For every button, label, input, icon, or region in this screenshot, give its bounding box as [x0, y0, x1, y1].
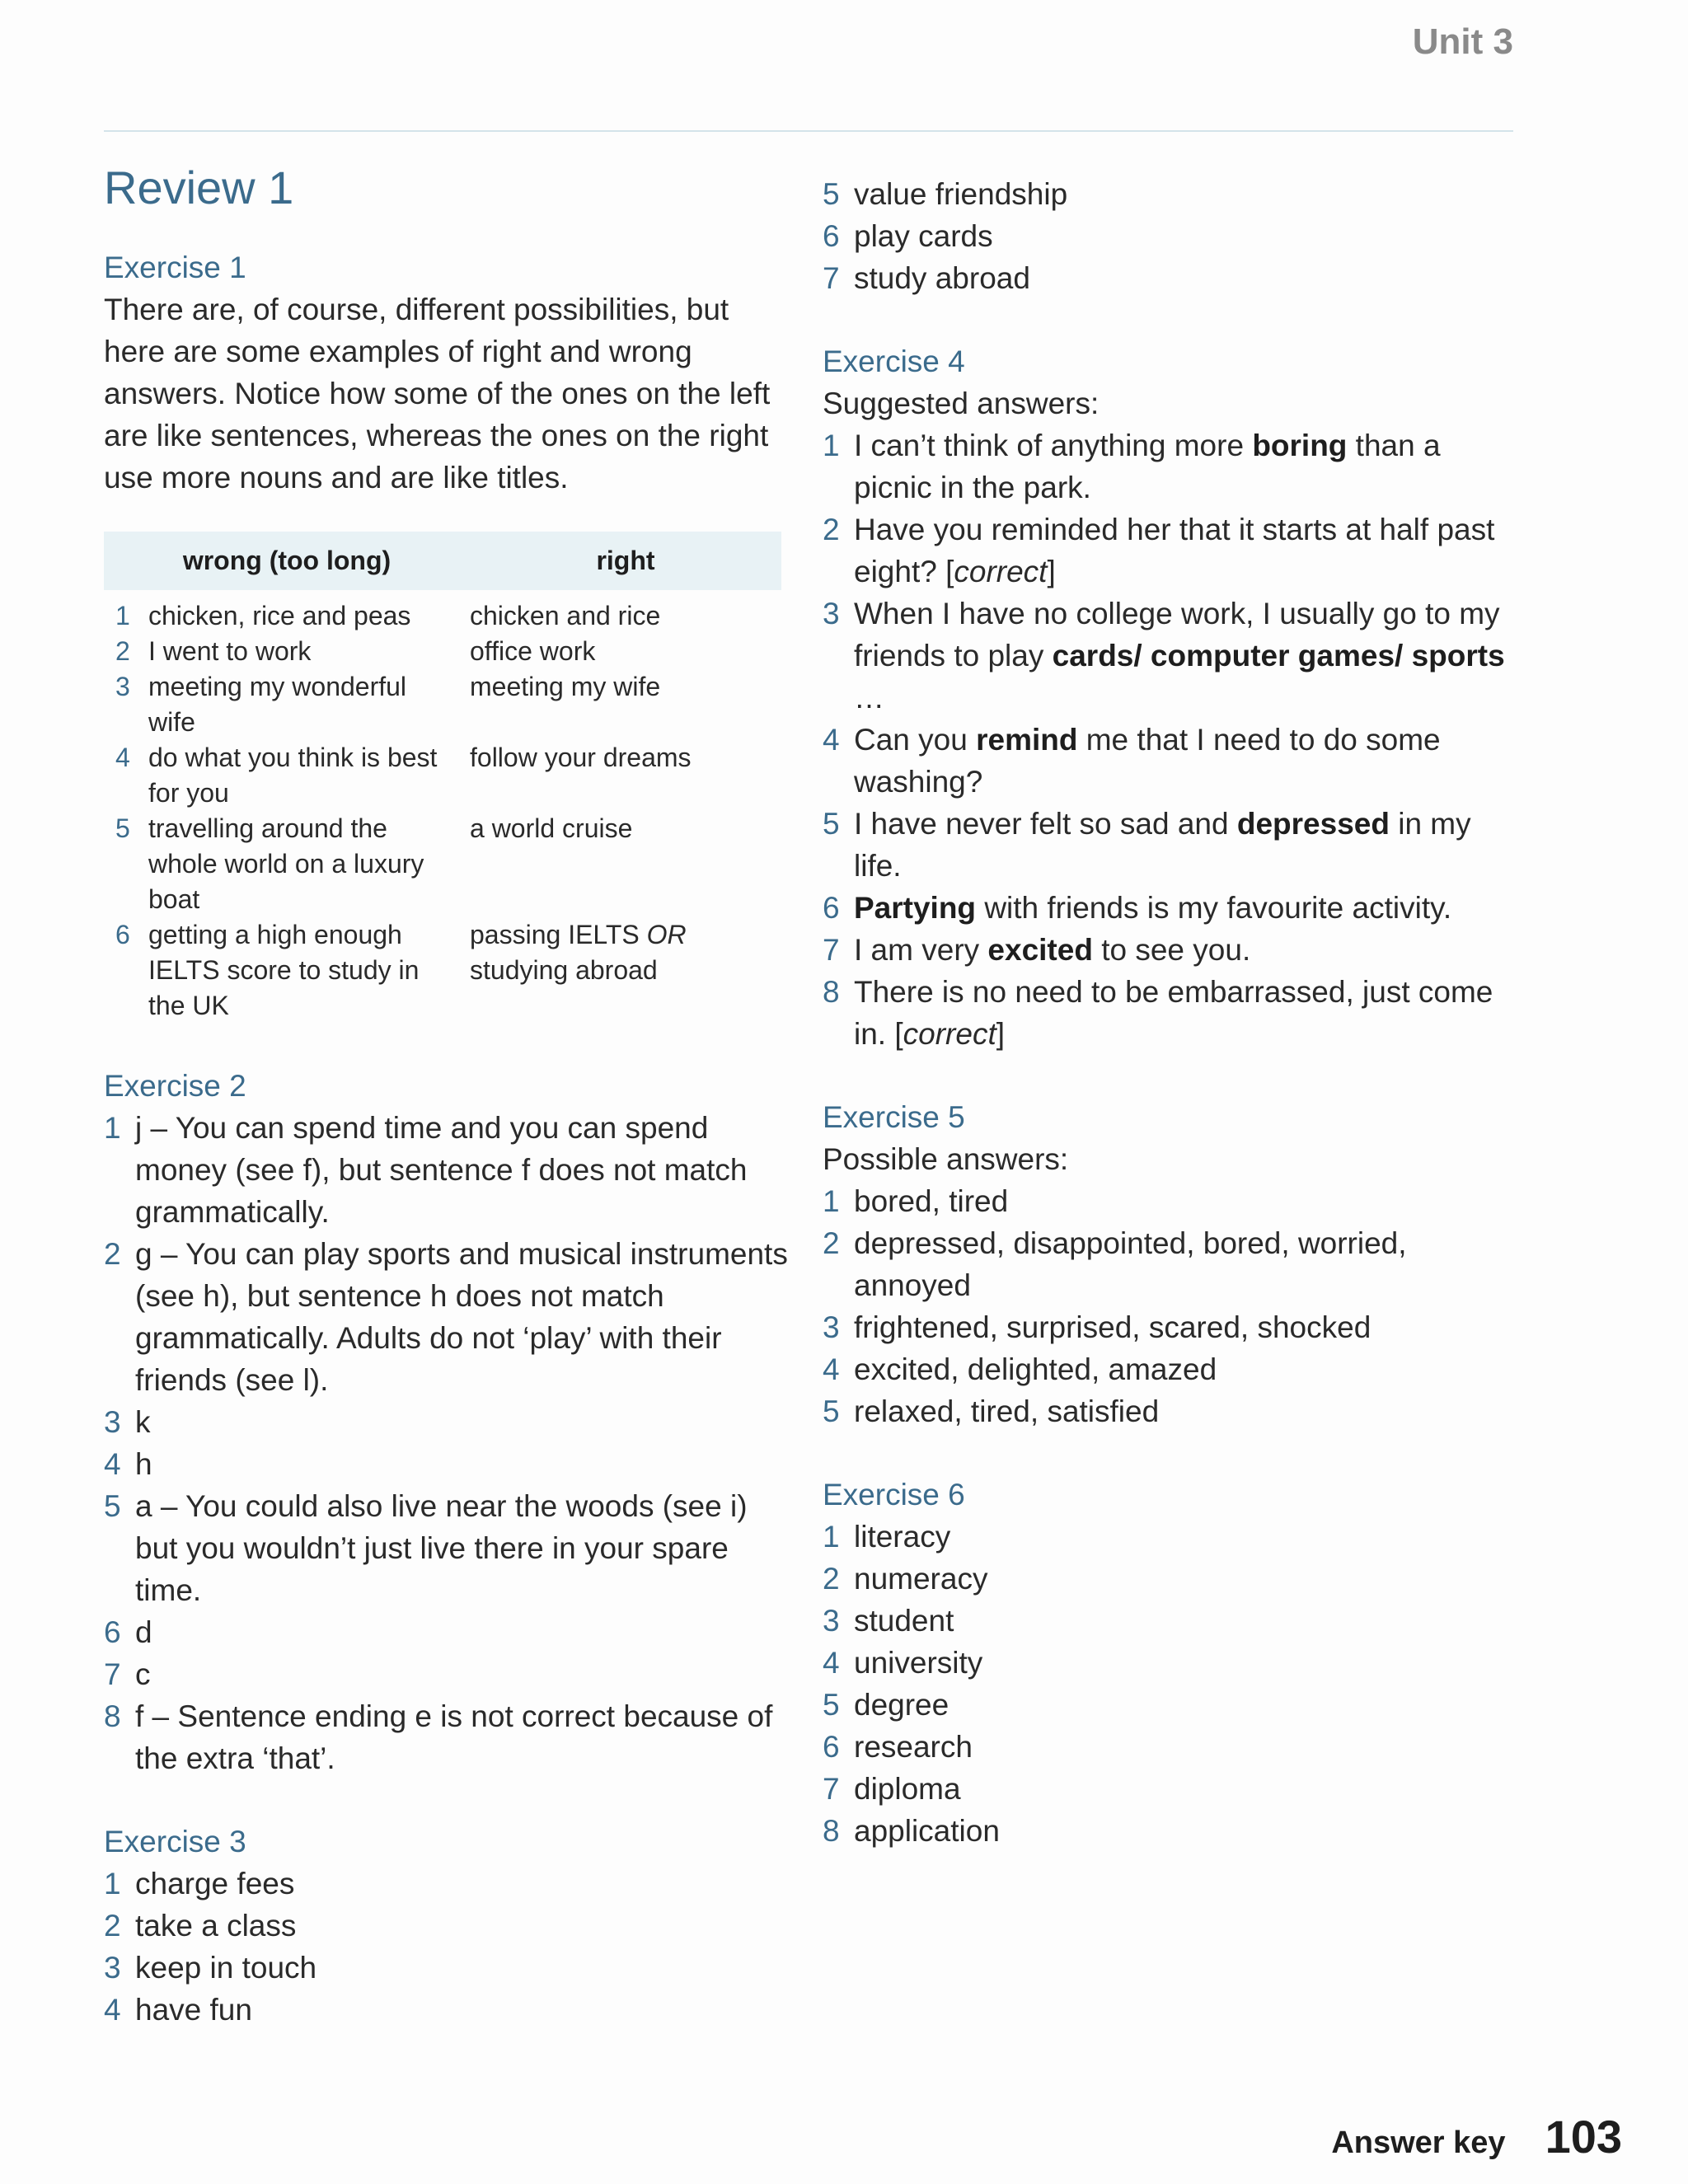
item-number: 1 — [823, 429, 840, 462]
list-item — [823, 509, 1523, 593]
item-number: 2 — [823, 513, 840, 546]
page-footer — [1331, 2110, 1622, 2163]
row-number: 4 — [115, 743, 130, 772]
item-text: a – You could also live near the woods (see i) but you wouldn’t just live there in your spare time. — [135, 1489, 748, 1607]
exercise-3-heading: Exercise 3 — [104, 1825, 246, 1858]
exercise-5-list — [823, 1180, 1523, 1432]
list-item — [823, 1306, 1523, 1348]
item-text: I am very excited to see you. — [854, 933, 1251, 967]
list-item — [823, 173, 1523, 215]
list-item — [104, 1107, 788, 1233]
list-item — [104, 1863, 788, 1905]
table-row — [104, 740, 781, 811]
item-number: 5 — [823, 807, 840, 841]
wrong-answer: chicken, rice and peas — [148, 601, 411, 630]
item-number: 2 — [823, 1226, 840, 1260]
table-row — [104, 590, 781, 634]
exercise-2-list — [104, 1107, 788, 1779]
item-text: charge fees — [135, 1867, 295, 1900]
item-text: bored, tired — [854, 1184, 1009, 1218]
exercise-3-list-part2 — [823, 173, 1523, 299]
list-item — [104, 1443, 788, 1485]
list-item — [823, 1600, 1523, 1642]
item-number: 1 — [104, 1111, 121, 1145]
table-header-row — [104, 532, 781, 590]
list-item — [823, 215, 1523, 257]
list-item — [823, 1768, 1523, 1810]
list-item — [823, 1516, 1523, 1558]
item-number: 4 — [104, 1447, 121, 1481]
item-text: university — [854, 1646, 983, 1680]
item-number: 8 — [104, 1699, 121, 1733]
item-text: research — [854, 1730, 973, 1764]
left-column — [104, 161, 788, 2031]
item-number: 7 — [104, 1657, 121, 1691]
list-item — [823, 1180, 1523, 1222]
item-text: value friendship — [854, 177, 1068, 211]
item-number: 6 — [823, 891, 840, 925]
list-item — [823, 1390, 1523, 1432]
table-row — [104, 811, 781, 917]
item-text: d — [135, 1615, 152, 1649]
list-item — [823, 929, 1523, 971]
right-answer: office work — [470, 636, 596, 666]
item-text: application — [854, 1814, 1000, 1848]
item-text: I have never felt so sad and depressed in my life. — [854, 807, 1471, 883]
item-number: 3 — [104, 1951, 121, 1985]
wrong-answer: travelling around the whole world on a luxury boat — [148, 813, 424, 914]
right-answer-part: passing IELTS — [470, 920, 640, 949]
table-row — [104, 669, 781, 740]
item-number: 7 — [823, 933, 840, 967]
item-text: depressed, disappointed, bored, worried, annoyed — [854, 1226, 1407, 1302]
item-text: play cards — [854, 219, 993, 253]
list-item — [823, 887, 1523, 929]
item-text: c — [135, 1657, 151, 1691]
item-number: 8 — [823, 1814, 840, 1848]
row-number: 5 — [115, 813, 130, 843]
item-number: 3 — [823, 1310, 840, 1344]
exercise-5-heading: Exercise 5 — [823, 1100, 965, 1134]
item-text: keep in touch — [135, 1951, 317, 1985]
wrong-answer: getting a high enough IELTS score to study in the UK — [148, 920, 420, 1020]
list-item — [104, 1401, 788, 1443]
list-item — [823, 1348, 1523, 1390]
item-number: 4 — [823, 1646, 840, 1680]
or-word: OR — [646, 920, 687, 949]
review-title: Review 1 — [104, 162, 294, 213]
row-number: 6 — [115, 920, 130, 949]
exercise-5-intro: Possible answers: — [823, 1142, 1069, 1176]
footer-label: Answer key — [1331, 2125, 1506, 2160]
item-text: student — [854, 1604, 954, 1638]
list-item — [823, 803, 1523, 887]
right-column — [823, 173, 1523, 1852]
right-answer-part: studying abroad — [470, 955, 658, 985]
item-number: 2 — [104, 1909, 121, 1943]
item-text: Can you remind me that I need to do some washing? — [854, 723, 1441, 799]
item-number: 1 — [104, 1867, 121, 1900]
item-text: Have you reminded her that it starts at half past eight? [correct] — [854, 513, 1495, 588]
list-item — [104, 1233, 788, 1401]
item-number: 5 — [823, 1394, 840, 1428]
item-text: j – You can spend time and you can spend money (see f), but sentence f does not match grammatically. — [135, 1111, 748, 1229]
list-item — [104, 1653, 788, 1695]
list-item — [823, 593, 1523, 719]
item-text: There is no need to be embarrassed, just come in. [correct] — [854, 975, 1493, 1051]
right-answer: chicken and rice — [470, 601, 661, 630]
item-number: 3 — [823, 597, 840, 630]
right-answer: a world cruise — [470, 813, 633, 843]
item-number: 8 — [823, 975, 840, 1009]
item-number: 4 — [104, 1993, 121, 2027]
item-text: degree — [854, 1688, 950, 1722]
list-item — [823, 1684, 1523, 1726]
exercise-6-list — [823, 1516, 1523, 1852]
item-text: frightened, surprised, scared, shocked — [854, 1310, 1372, 1344]
list-item — [104, 1611, 788, 1653]
item-text: literacy — [854, 1520, 951, 1554]
item-text: study abroad — [854, 261, 1030, 295]
wrong-answer: meeting my wonderful wife — [148, 672, 407, 737]
col-header-wrong: wrong (too long) — [104, 532, 470, 590]
list-item — [823, 1726, 1523, 1768]
exercise-1-heading: Exercise 1 — [104, 251, 246, 284]
item-number: 5 — [823, 177, 840, 211]
list-item — [823, 1558, 1523, 1600]
list-item — [104, 1989, 788, 2031]
list-item — [823, 1222, 1523, 1306]
item-text: h — [135, 1447, 152, 1481]
row-number: 1 — [115, 601, 130, 630]
list-item — [823, 719, 1523, 803]
list-item — [823, 1810, 1523, 1852]
exercise-4-list — [823, 424, 1523, 1055]
list-item — [823, 257, 1523, 299]
list-item — [823, 424, 1523, 509]
exercise-2-heading: Exercise 2 — [104, 1069, 246, 1103]
item-text: Partying with friends is my favourite activity. — [854, 891, 1452, 925]
col-header-right: right — [470, 532, 781, 590]
item-text: k — [135, 1405, 151, 1439]
item-text: take a class — [135, 1909, 297, 1943]
table-row — [104, 634, 781, 669]
table-row — [104, 917, 781, 1024]
exercise-4-heading: Exercise 4 — [823, 344, 965, 378]
page-number: 103 — [1545, 2111, 1622, 2163]
item-number: 2 — [104, 1237, 121, 1271]
right-answer — [470, 917, 781, 1024]
wrong-answer: I went to work — [148, 636, 312, 666]
item-number: 1 — [823, 1520, 840, 1554]
item-number: 6 — [823, 1730, 840, 1764]
item-text: excited, delighted, amazed — [854, 1352, 1217, 1386]
item-text: g – You can play sports and musical instruments (see h), but sentence h does not match grammatically. Adults do not ‘play’ with their friends (see l). — [135, 1237, 788, 1397]
item-number: 2 — [823, 1562, 840, 1596]
exercise-6-heading: Exercise 6 — [823, 1478, 965, 1511]
wrong-right-table — [104, 532, 781, 1024]
item-text: When I have no college work, I usually go to my friends to play cards/ computer games/ sports … — [854, 597, 1505, 715]
item-number: 6 — [104, 1615, 121, 1649]
exercise-3-list-part1 — [104, 1863, 788, 2031]
item-number: 3 — [823, 1604, 840, 1638]
list-item — [104, 1905, 788, 1947]
item-number: 7 — [823, 1772, 840, 1806]
wrong-answer: do what you think is best for you — [148, 743, 438, 808]
right-answer: follow your dreams — [470, 743, 692, 772]
item-text: I can’t think of anything more boring than a picnic in the park. — [854, 429, 1441, 504]
item-text: numeracy — [854, 1562, 988, 1596]
right-answer: meeting my wife — [470, 672, 661, 701]
item-number: 5 — [104, 1489, 121, 1523]
item-text: diploma — [854, 1772, 961, 1806]
unit-label: Unit 3 — [1412, 21, 1513, 62]
list-item — [823, 1642, 1523, 1684]
exercise-1-intro: There are, of course, different possibilities, but here are some examples of right and wrong answers. Notice how some of the ones on the left are like sentences, whereas the ones on the right use more nouns and are like titles. — [104, 293, 771, 494]
item-number: 4 — [823, 1352, 840, 1386]
item-number: 7 — [823, 261, 840, 295]
item-number: 6 — [823, 219, 840, 253]
row-number: 2 — [115, 636, 130, 666]
item-text: relaxed, tired, satisfied — [854, 1394, 1160, 1428]
exercise-4-intro: Suggested answers: — [823, 387, 1100, 420]
list-item — [104, 1485, 788, 1611]
item-text: have fun — [135, 1993, 252, 2027]
list-item — [104, 1947, 788, 1989]
item-number: 5 — [823, 1688, 840, 1722]
list-item — [104, 1695, 788, 1779]
item-text: f – Sentence ending e is not correct because of the extra ‘that’. — [135, 1699, 773, 1775]
list-item — [823, 971, 1523, 1055]
header-rule — [104, 130, 1513, 132]
row-number: 3 — [115, 672, 130, 701]
item-number: 3 — [104, 1405, 121, 1439]
item-number: 1 — [823, 1184, 840, 1218]
item-number: 4 — [823, 723, 840, 757]
